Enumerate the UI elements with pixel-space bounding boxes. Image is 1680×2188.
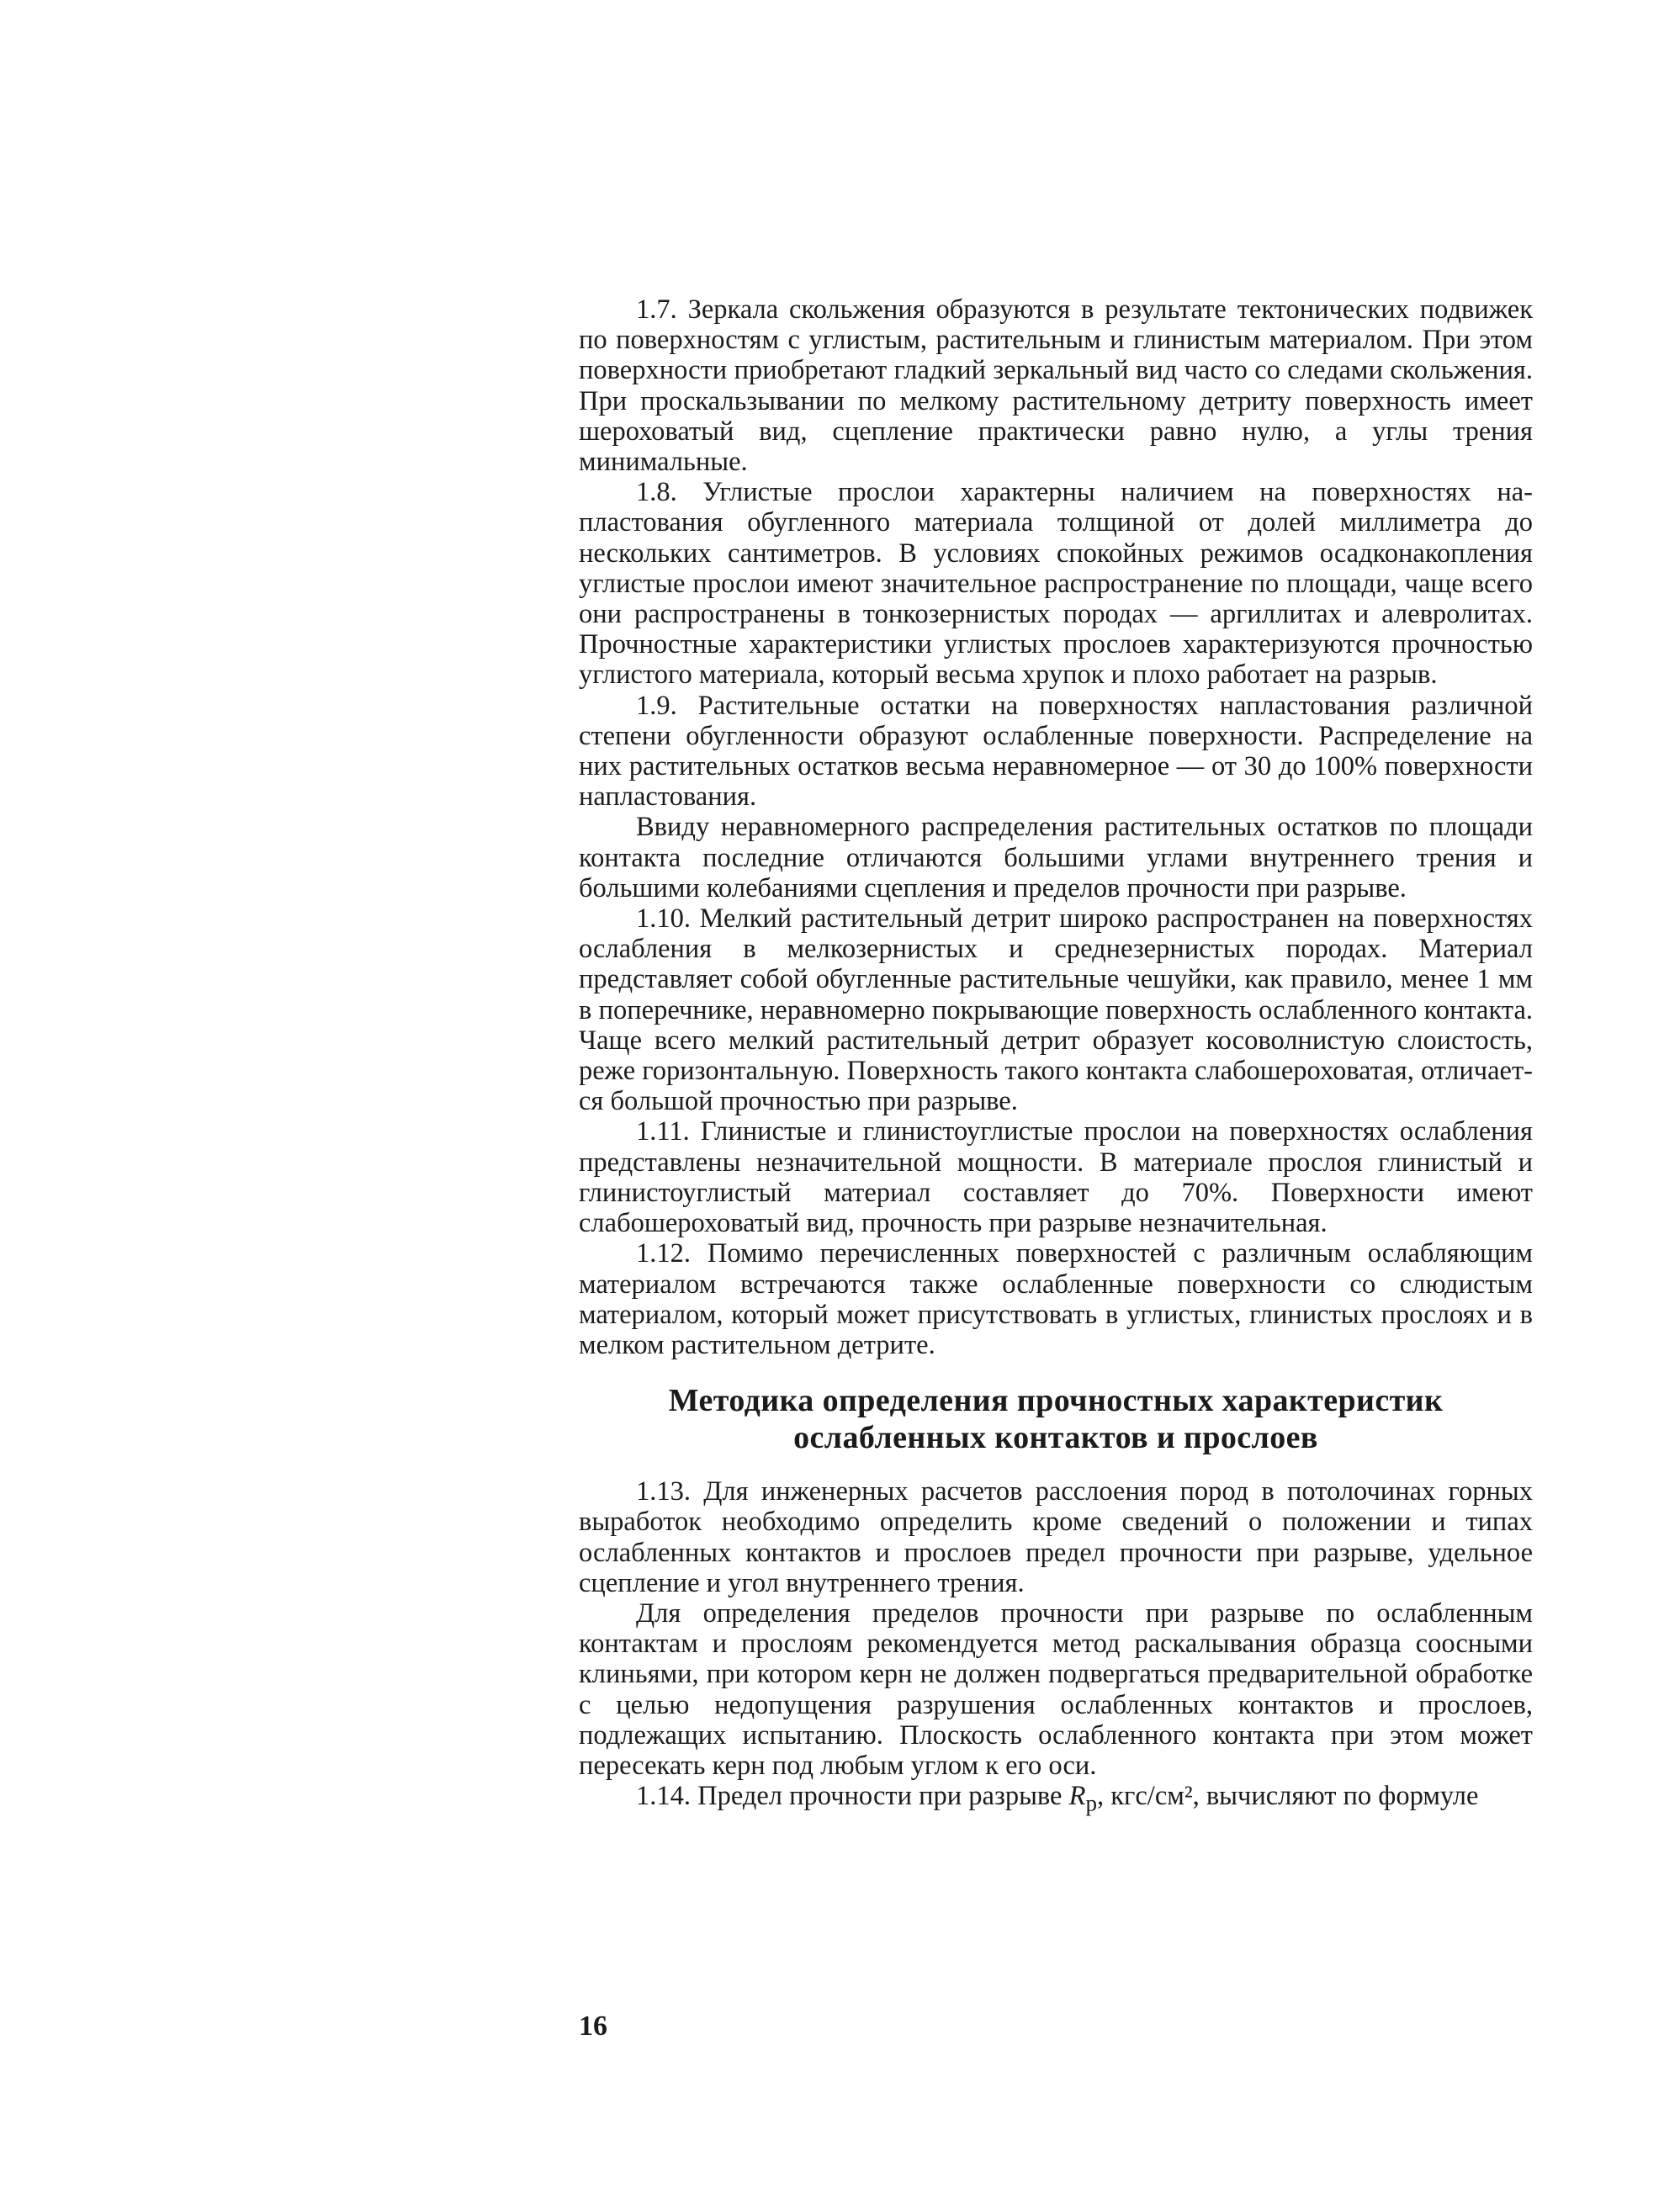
paragraph-1-14-tail: , кгс/см², вычисляют по формуле	[1097, 1781, 1479, 1812]
paragraph-1-9-continued: Ввиду неравномерного распределения растительных остатков по площади контакта последние отличаются большими углами внутреннего трения и большими колебаниями сцепления и пределов прочности при разрыве.	[579, 812, 1533, 903]
section-heading	[579, 1382, 1533, 1456]
paragraph-1-8: 1.8. Углистые прослои характерны наличием на поверхностях напластования обугленного материала толщиной от долей миллиметра до нескольких сантиметров. В условиях спокойных режимов осадконакопления углистые прослои имеют значительное распространение по площади, чаще всего они распространены в тонкозернистых породах — аргиллитах и алевролитах. Прочностные характеристики углистых прослоев характеризуются прочностью углистого материала, который весьма хрупок и плохо работает на разрыв.	[579, 477, 1533, 691]
paragraph-1-7: 1.7. Зеркала скольжения образуются в результате тектонических подвижек по поверхностям с углистым, растительным и глинистым материалом. При этом поверхности приобретают гладкий зеркальный вид часто со следами скольжения. При проскальзывании по мелкому растительному детриту поверхность имеет шероховатый вид, сцепление практически равно нулю, а углы трения минимальные.	[579, 294, 1533, 478]
paragraph-1-11: 1.11. Глинистые и глинистоуглистые прослои на поверхностях ослабления представлены незначительной мощности. В материале прослоя глинистый и глинистоуглистый материал составляет до 70%. Поверхности имеют слабошероховатый вид, прочность при разрыве незначительная.	[579, 1116, 1533, 1239]
paragraph-1-10: 1.10. Мелкий растительный детрит широко распространен на поверхностях ослабления в мелкозернистых и среднезернистых породах. Материал представляет собой обугленные растительные чешуйки, как правило, менее 1 мм в поперечнике, неравномерно покрывающие поверхность ослабленного контакта. Чаще всего мелкий растительный детрит образует косоволнистую слоистость, реже горизонтальную. Поверхность такого контакта слабошероховатая, отличается большой прочностью при разрыве.	[579, 903, 1533, 1117]
paragraph-1-13-continued: Для определения пределов прочности при разрыве по ослабленным контактам и прослоям рекомендуется метод раскалывания образца соосными клиньями, при котором керн не должен подвергаться предварительной обработке с целью недопущения разрушения ослабленных контактов и прослоев, подлежащих испытанию. Плоскость ослабленного контакта при этом может пересекать керн под любым углом к его оси.	[579, 1597, 1533, 1781]
section-heading-line-1: Методика определения прочностных характеристик	[668, 1383, 1444, 1419]
strength-symbol: R	[1068, 1781, 1086, 1812]
paragraph-1-13: 1.13. Для инженерных расчетов расслоения пород в потолочинах горных выработок необходимо определить кроме сведений о положении и типах ослабленных контактов и прослоев предел прочности при разрыве, удельное сцепление и угол внутреннего трения.	[579, 1476, 1533, 1598]
paragraph-1-9: 1.9. Растительные остатки на поверхностях напластования различной степени обугленности образуют ослабленные поверхности. Распределение на них растительных остатков весьма неравномерное — от 30 до 100% поверхности напластования.	[579, 690, 1533, 813]
section-heading-line-2: ослабленных контактов и прослоев	[793, 1420, 1318, 1456]
paragraph-1-12: 1.12. Помимо перечисленных поверхностей с различным ослабляющим материалом встречаются также ослабленные поверхности со слюдистым материалом, который может присутствовать в углистых, глинистых прослоях и в мелком растительном детрите.	[579, 1238, 1533, 1360]
paragraph-1-14	[579, 1781, 1533, 1819]
page-body	[579, 294, 1533, 1819]
paragraph-1-14-lead: 1.14. Предел прочности при разрыве	[636, 1781, 1069, 1812]
strength-symbol-subscript: р	[1085, 1790, 1098, 1816]
page-number: 16	[579, 2011, 607, 2042]
